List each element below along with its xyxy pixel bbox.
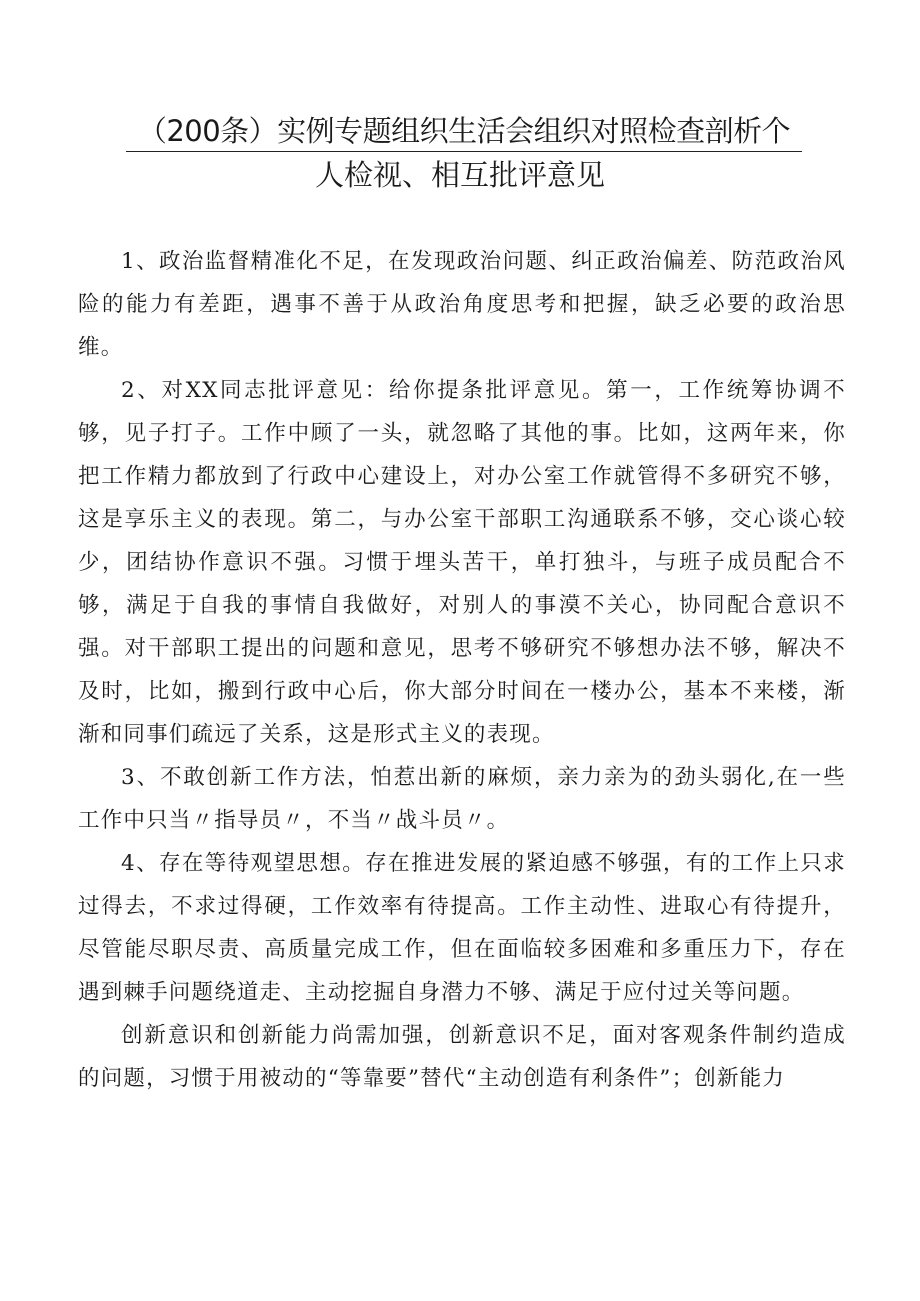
document-body — [78, 240, 846, 1100]
document-title-line-1: （200条）实例专题组织生活会组织对照检查剖析个 — [126, 110, 802, 152]
paragraph-4: 4、存在等待观望思想。存在推进发展的紧迫感不够强，有的工作上只求过得去，不求过得硬，工作效率有待提高。工作主动性、进取心有待提升，尽管能尽职尽责、高质量完成工作，但在面临较多困难和多重压力下，存在遇到棘手问题绕道走、主动挖掘自身潜力不够、满足于应付过关等问题。 — [78, 851, 846, 1005]
paragraph-2: 2、对XX同志批评意见：给你提条批评意见。第一，工作统筹协调不够，见子打子。工作中顾了一头，就忽略了其他的事。比如，这两年来，你把工作精力都放到了行政中心建设上，对办公室工作就管得不多研究不够，这是享乐主义的表现。第二，与办公室干部职工沟通联系不够，交心谈心较少，团结协作意识不强。习惯于埋头苦干，单打独斗，与班子成员配合不够，满足于自我的事情自我做好，对别人的事漠不关心，协同配合意识不强。对干部职工提出的问题和意见，思考不够研究不够想办法不够，解决不及时，比如，搬到行政中心后，你大部分时间在一楼办公，基本不来楼，渐渐和同事们疏远了关系，这是形式主义的表现。 — [78, 378, 846, 747]
paragraph-5: 创新意识和创新能力尚需加强，创新意识不足，面对客观条件制约造成的问题，习惯于用被动的“等靠要”替代“主动创造有利条件”；创新能力 — [78, 1023, 846, 1091]
paragraph-1: 1、政治监督精准化不足，在发现政治问题、纠正政治偏差、防范政治风险的能力有差距，遇事不善于从政治角度思考和把握，缺乏必要的政治思维。 — [78, 249, 846, 360]
document-title-line-2: 人检视、相互批评意见 — [314, 158, 605, 192]
paragraph-3: 3、不敢创新工作方法，怕惹出新的麻烦，亲力亲为的劲头弱化,在一些工作中只当〃指导员〃，不当〃战斗员〃。 — [78, 765, 846, 833]
